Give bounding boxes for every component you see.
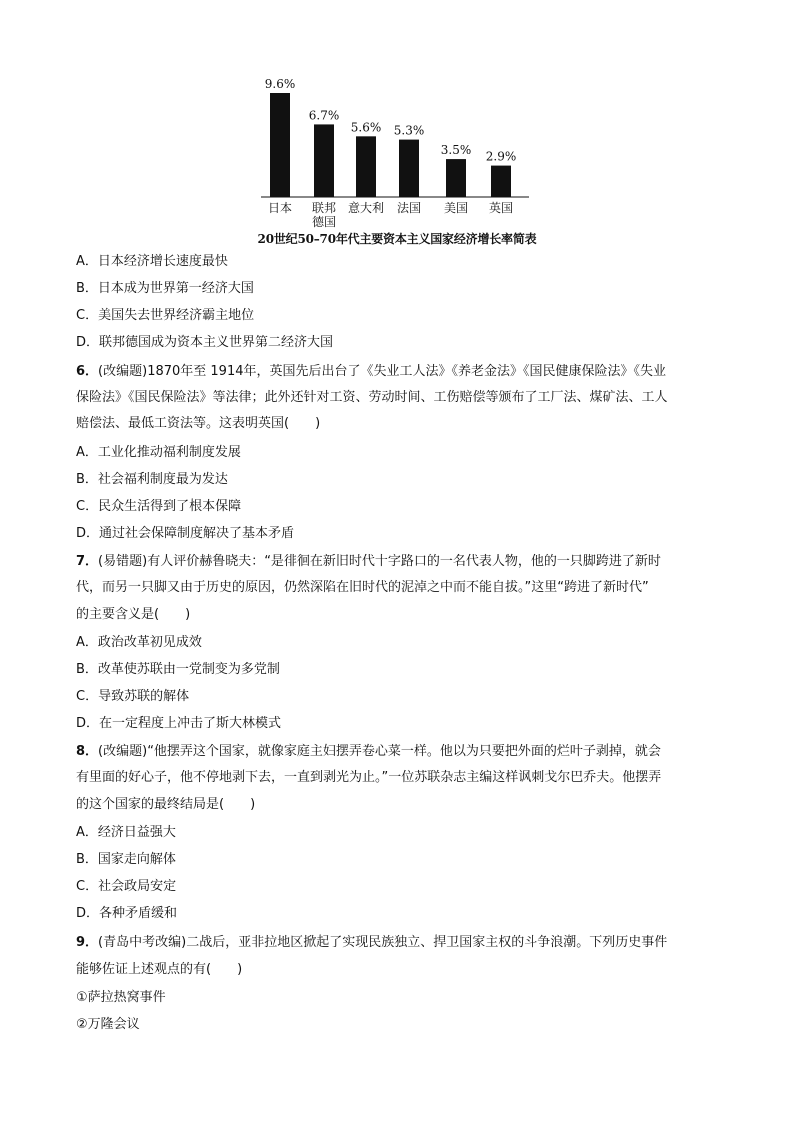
chart-title: 20世纪50–70年代主要资本主义国家经济增长率简表 — [257, 232, 537, 246]
bar-value-label-2: 5.6% — [350, 120, 382, 135]
q7-option-a[interactable]: A．政治改革初见成效 — [76, 635, 202, 650]
category-label-4-0: 美国 — [443, 201, 469, 215]
bar-2 — [356, 136, 376, 197]
q5-option-b[interactable]: B．日本成为世界第一经济大国 — [76, 281, 254, 296]
category-label-5-0: 英国 — [488, 201, 514, 215]
bar-1 — [314, 124, 334, 197]
q6-number: 6． — [76, 364, 99, 379]
growth-rate-bar-chart — [245, 62, 545, 244]
q7-stem-line-2: 代，而另一只脚又由于历史的原因，仍然深陷在旧时代的泥淖之中而不能自拔。”这里“跨进了新时代” — [76, 580, 649, 595]
bar-value-label-3: 5.3% — [393, 123, 425, 138]
q8-number: 8． — [76, 744, 99, 759]
category-label-2-0: 意大利 — [347, 201, 385, 215]
bar-value-label-4: 3.5% — [440, 143, 472, 158]
q6-option-a[interactable]: A．工业化推动福利制度发展 — [76, 445, 241, 460]
q5-option-c[interactable]: C．美国失去世界经济霸主地位 — [76, 308, 255, 323]
q9-number: 9． — [76, 935, 99, 950]
q8-option-a[interactable]: A．经济日益强大 — [76, 825, 176, 840]
q7-number: 7． — [76, 554, 99, 569]
q6-option-b[interactable]: B．社会福利制度最为发达 — [76, 472, 228, 487]
q9-stem-line-1: 9．(青岛中考改编)二战后，亚非拉地区掀起了实现民族独立、捍卫国家主权的斗争浪潮。下列历史事件 — [76, 935, 668, 950]
q5-option-d[interactable]: D．联邦德国成为资本主义世界第二经济大国 — [76, 335, 334, 350]
bar-value-label-0: 9.6% — [264, 77, 296, 91]
q8-stem-line-3: 的这个国家的最终结局是( ) — [76, 797, 256, 812]
q7-option-d[interactable]: D．在一定程度上冲击了斯大林模式 — [76, 716, 282, 731]
category-label-1-1: 德国 — [311, 215, 337, 229]
category-label-0-0: 日本 — [267, 201, 293, 215]
bar-value-label-1: 6.7% — [308, 108, 340, 123]
q7-stem-line-1: 7．(易错题)有人评价赫鲁晓夫：“是徘徊在新旧时代十字路口的一名代表人物，他的一只脚跨进了新时 — [76, 554, 661, 569]
category-label-3-0: 法国 — [396, 201, 422, 215]
q9-stem-line-2: 能够佐证上述观点的有( ) — [76, 962, 243, 977]
q7-stem-line-3: 的主要含义是( ) — [76, 607, 191, 622]
q8-option-b[interactable]: B．国家走向解体 — [76, 852, 176, 867]
q9-item-1: ①萨拉热窝事件 — [76, 990, 166, 1005]
q6-option-c[interactable]: C．民众生活得到了根本保障 — [76, 499, 242, 514]
q7-option-b[interactable]: B．改革使苏联由一党制变为多党制 — [76, 662, 280, 677]
q8-stem-line-2: 有里面的好心子，他不停地剥下去，一直到剥光为止。”一位苏联杂志主编这样讽刺戈尔巴乔夫。他摆弄 — [76, 770, 662, 785]
bar-4 — [446, 159, 466, 197]
q9-item-2: ②万隆会议 — [76, 1017, 140, 1032]
q8-stem-line-1: 8．(改编题)“他摆弄这个国家，就像家庭主妇摆弄卷心菜一样。他以为只要把外面的烂叶子剥掉，就会 — [76, 744, 661, 759]
q6-option-d[interactable]: D．通过社会保障制度解决了基本矛盾 — [76, 526, 295, 541]
bar-5 — [491, 166, 511, 197]
q5-option-a[interactable]: A．日本经济增长速度最快 — [76, 254, 228, 269]
q6-stem-line-2: 保险法》《国民保险法》等法律；此外还针对工资、劳动时间、工伤赔偿等颁布了工厂法、煤矿法、工人 — [76, 390, 668, 405]
q8-option-c[interactable]: C．社会政局安定 — [76, 879, 177, 894]
bar-0 — [270, 93, 290, 197]
bar-3 — [399, 140, 419, 197]
bar-value-label-5: 2.9% — [485, 149, 517, 164]
category-label-1-0: 联邦 — [311, 201, 337, 215]
q7-option-c[interactable]: C．导致苏联的解体 — [76, 689, 190, 704]
q6-stem-line-1: 6．(改编题)1870年至 1914年，英国先后出台了《失业工人法》《养老金法》《国民健康保险法》《失业 — [76, 364, 666, 379]
q8-option-d[interactable]: D．各种矛盾缓和 — [76, 906, 178, 921]
q6-stem-line-3: 赔偿法、最低工资法等。这表明英国( ) — [76, 416, 321, 431]
